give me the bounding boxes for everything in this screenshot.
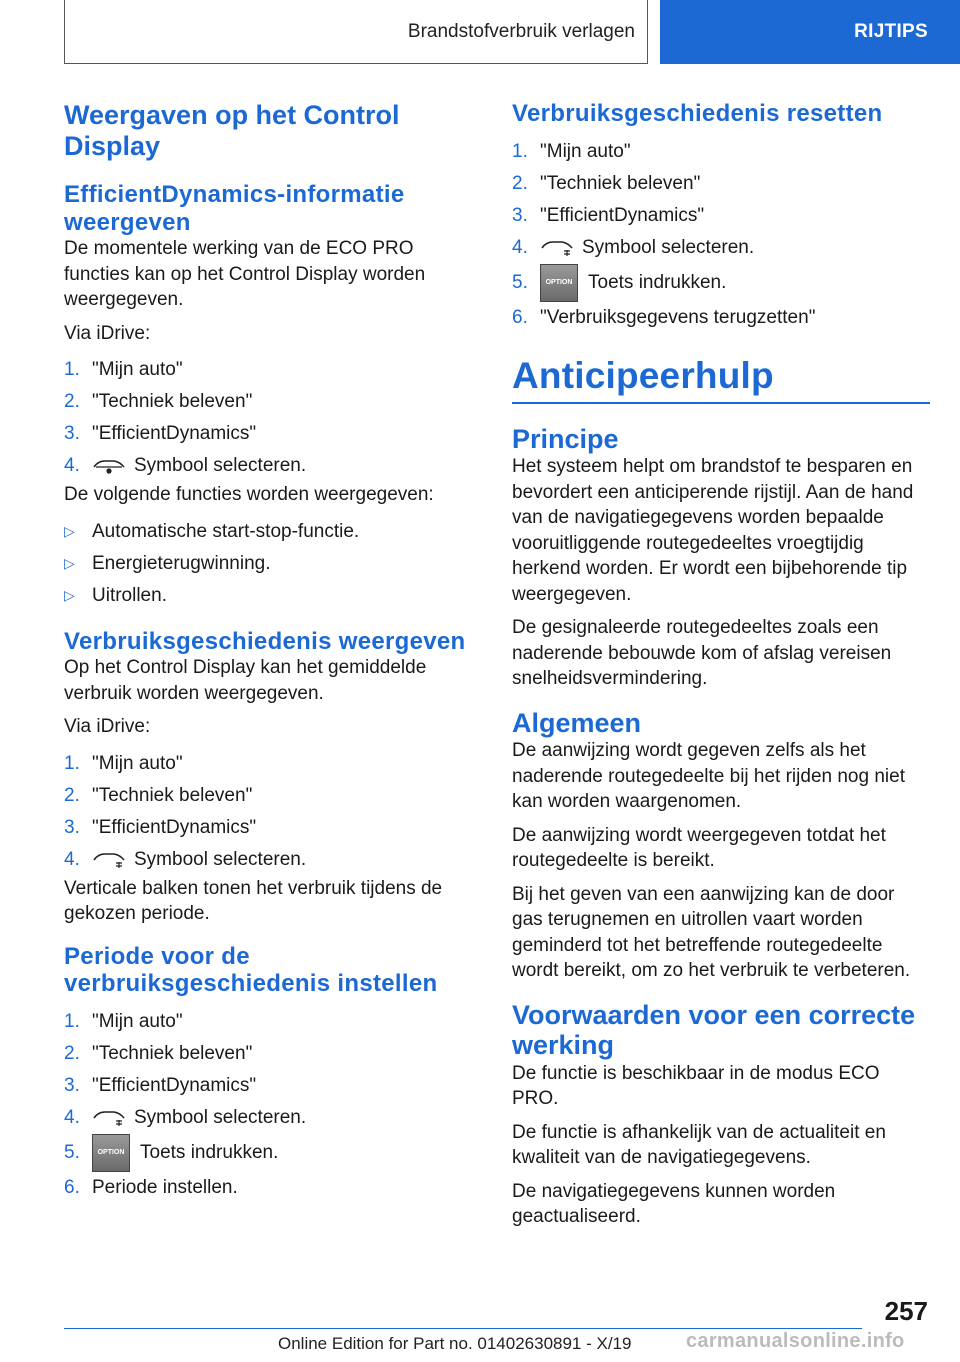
consumption-car-icon (92, 1108, 126, 1128)
heading-principle: Principe (512, 423, 619, 454)
list-item: 2. "Techniek beleven" (512, 172, 701, 194)
footer-rule (64, 1328, 862, 1329)
page-header (0, 0, 960, 66)
heading-control-display: Weergaven op het Control Display (64, 100, 400, 161)
page-number: 257 (884, 1296, 928, 1326)
functions-list (64, 516, 484, 612)
paragraph-history: Op het Control Display kan het gemiddelde verbruik worden weergegeven. (64, 657, 427, 704)
list-item: 1. "Mijn auto" (64, 1010, 183, 1032)
list-item: 1. "Mijn auto" (512, 140, 631, 162)
edition-text: Online Edition for Part no. 01402630891 - X/19 (278, 1334, 632, 1353)
list-item: 4. Symbool selecteren. (512, 236, 755, 258)
steps-list-1 (64, 354, 484, 482)
list-item: 2. "Techniek beleven" (64, 391, 253, 413)
list-item: 2. "Techniek beleven" (64, 784, 253, 806)
heading-history: Verbruiksgeschiedenis weergeven (64, 627, 466, 655)
steps-list-reset (512, 136, 930, 334)
left-column (64, 100, 484, 1204)
paragraph-conditions-1: De functie is beschikbaar in de modus ECO PRO. (512, 1062, 880, 1110)
chapter-tab[interactable]: RIJTIPS (660, 0, 960, 64)
consumption-car-icon (540, 238, 574, 258)
eco-car-icon (92, 456, 126, 476)
list-item: ▷ Uitrollen. (64, 584, 167, 606)
paragraph-general-2: De aanwijzing wordt weergegeven totdat het routegedeelte is bereikt. (512, 824, 886, 872)
paragraph-conditions-2: De functie is afhankelijk van de actualiteit en kwaliteit van de navigatiegegevens. (512, 1121, 886, 1169)
list-item: 2. "Techniek beleven" (64, 1042, 253, 1064)
section-title: Brandstofverbruik verlagen (64, 0, 648, 64)
list-item: ▷ Automatische start-stop-functie. (64, 520, 360, 542)
right-column (512, 100, 930, 1230)
via-idrive-label: Via iDrive: (64, 322, 151, 344)
list-item: 3. "EfficientDynamics" (512, 204, 705, 226)
via-idrive-label: Via iDrive: (64, 716, 151, 738)
heading-conditions: Voorwaarden voor een correcte werking (512, 999, 916, 1061)
heading-reset: Verbruiksgeschiedenis resetten (512, 100, 883, 127)
paragraph-functions: De volgende functies worden weergegeven: (64, 484, 434, 506)
consumption-car-icon (92, 850, 126, 870)
heading-general: Algemeen (512, 707, 642, 738)
option-button-icon: OPTION (92, 1134, 130, 1172)
list-item: 5. OPTION Toets indrukken. (512, 264, 930, 302)
heading-info: EfficientDynamics-informatie weergeven (64, 181, 405, 236)
paragraph-general-3: Bij het geven van een aanwijzing kan de door gas terugnemen en uitrollen vaart worden geminderd tot het betreffende routegedeelte wordt bereikt, om zo het verbruik te verbeteren. (512, 883, 911, 982)
steps-list-2 (64, 748, 484, 876)
paragraph-principle-1: Het systeem helpt om brandstof te besparen en bevordert een anticiperende rijstijl. Aan de hand van de navigatiegegevens worden bepaalde vooruitliggende routegedeeltes vroegtijdig herkend worden. Er wordt een bijbehorende tip weergegeven. (512, 456, 914, 605)
steps-list-3 (64, 1006, 484, 1204)
paragraph-conditions-3: De navigatiegegevens kunnen worden geactualiseerd. (512, 1180, 836, 1228)
list-item: 3. "EfficientDynamics" (64, 423, 257, 445)
list-item: 3. "EfficientDynamics" (64, 1074, 257, 1096)
list-item: 6. "Verbruiksgegevens terugzetten" (512, 306, 816, 328)
paragraph-general-1: De aanwijzing wordt gegeven zelfs als het naderende routegedeelte bij het rijden nog niet kan worden waargenomen. (512, 740, 905, 813)
option-button-icon: OPTION (540, 264, 578, 302)
paragraph-bars: Verticale balken tonen het verbruik tijdens de gekozen periode. (64, 877, 443, 925)
list-item: 1. "Mijn auto" (64, 359, 183, 381)
list-item: ▷ Energieterugwinning. (64, 552, 271, 574)
heading-anticipate: Anticipeerhulp (512, 354, 774, 396)
list-item: 1. "Mijn auto" (64, 752, 183, 774)
paragraph-principle-2: De gesignaleerde routegedeeltes zoals een naderende bebouwde kom of afslag vereisen snelheidsvermindering. (512, 617, 892, 690)
list-item: 4. Symbool selecteren. (64, 848, 307, 870)
list-item: 3. "EfficientDynamics" (64, 816, 257, 838)
heading-period: Periode voor de verbruiksgeschiedenis instellen (64, 942, 438, 998)
paragraph-info: De momentele werking van de ECO PRO functies kan op het Control Display worden weergegeven. (64, 238, 426, 311)
watermark: carmanualsonline.info (686, 1330, 905, 1352)
list-item: 4. Symbool selecteren. (64, 1106, 307, 1128)
list-item: 4. Symbool selecteren. (64, 455, 307, 477)
list-item: 5. OPTION Toets indrukken. (64, 1134, 484, 1172)
list-item: 6. Periode instellen. (64, 1176, 238, 1198)
